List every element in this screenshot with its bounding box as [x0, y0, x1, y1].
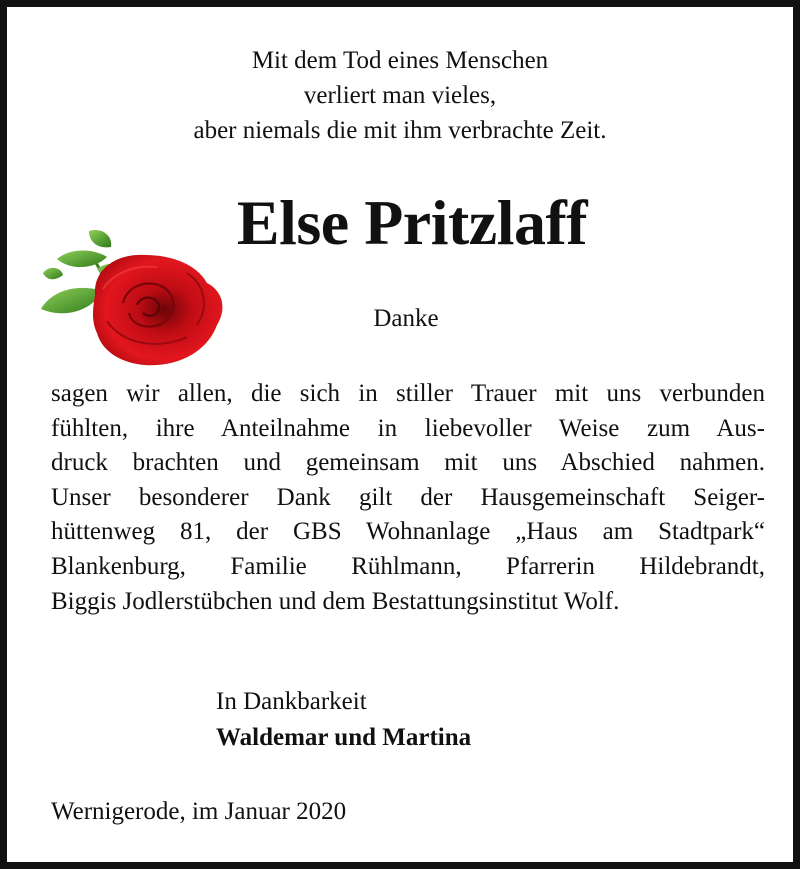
red-rose-icon: [37, 225, 229, 367]
verse-line-1: Mit dem Tod eines Menschen: [251, 47, 549, 74]
body-line: druck brachten und gemeinsam mit uns Abschied nahmen.: [51, 449, 765, 477]
verse-line-3: aber niemals die mit ihm verbrachte Zeit.: [193, 117, 607, 144]
thanks-heading: Danke: [373, 305, 439, 332]
body-line: fühlten, ihre Anteilnahme in liebevoller Weise zum Aus-: [51, 414, 765, 442]
body-line: hüttenweg 81, der GBS Wohnanlage „Haus am Stadtpark“: [51, 518, 765, 546]
closing-phrase: In Dankbarkeit: [216, 688, 367, 715]
thanks-body: [51, 377, 765, 619]
body-line: Unser besonderer Dank gilt der Hausgemeinschaft Seiger-: [51, 483, 765, 511]
closing-block: [216, 684, 471, 756]
deceased-name: Else Pritzlaff: [236, 187, 588, 258]
body-line: sagen wir allen, die sich in stiller Trauer mit uns verbunden: [51, 380, 765, 407]
body-line: Blankenburg, Familie Rühlmann, Pfarrerin Hildebrandt,: [51, 552, 765, 580]
memorial-verse: [7, 43, 793, 148]
body-line: Biggis Jodlerstübchen und dem Bestattungsinstitut Wolf.: [51, 587, 620, 615]
verse-line-2: verliert man vieles,: [303, 82, 497, 109]
place-and-date: Wernigerode, im Januar 2020: [51, 798, 347, 825]
signers: Waldemar und Martina: [216, 724, 472, 751]
